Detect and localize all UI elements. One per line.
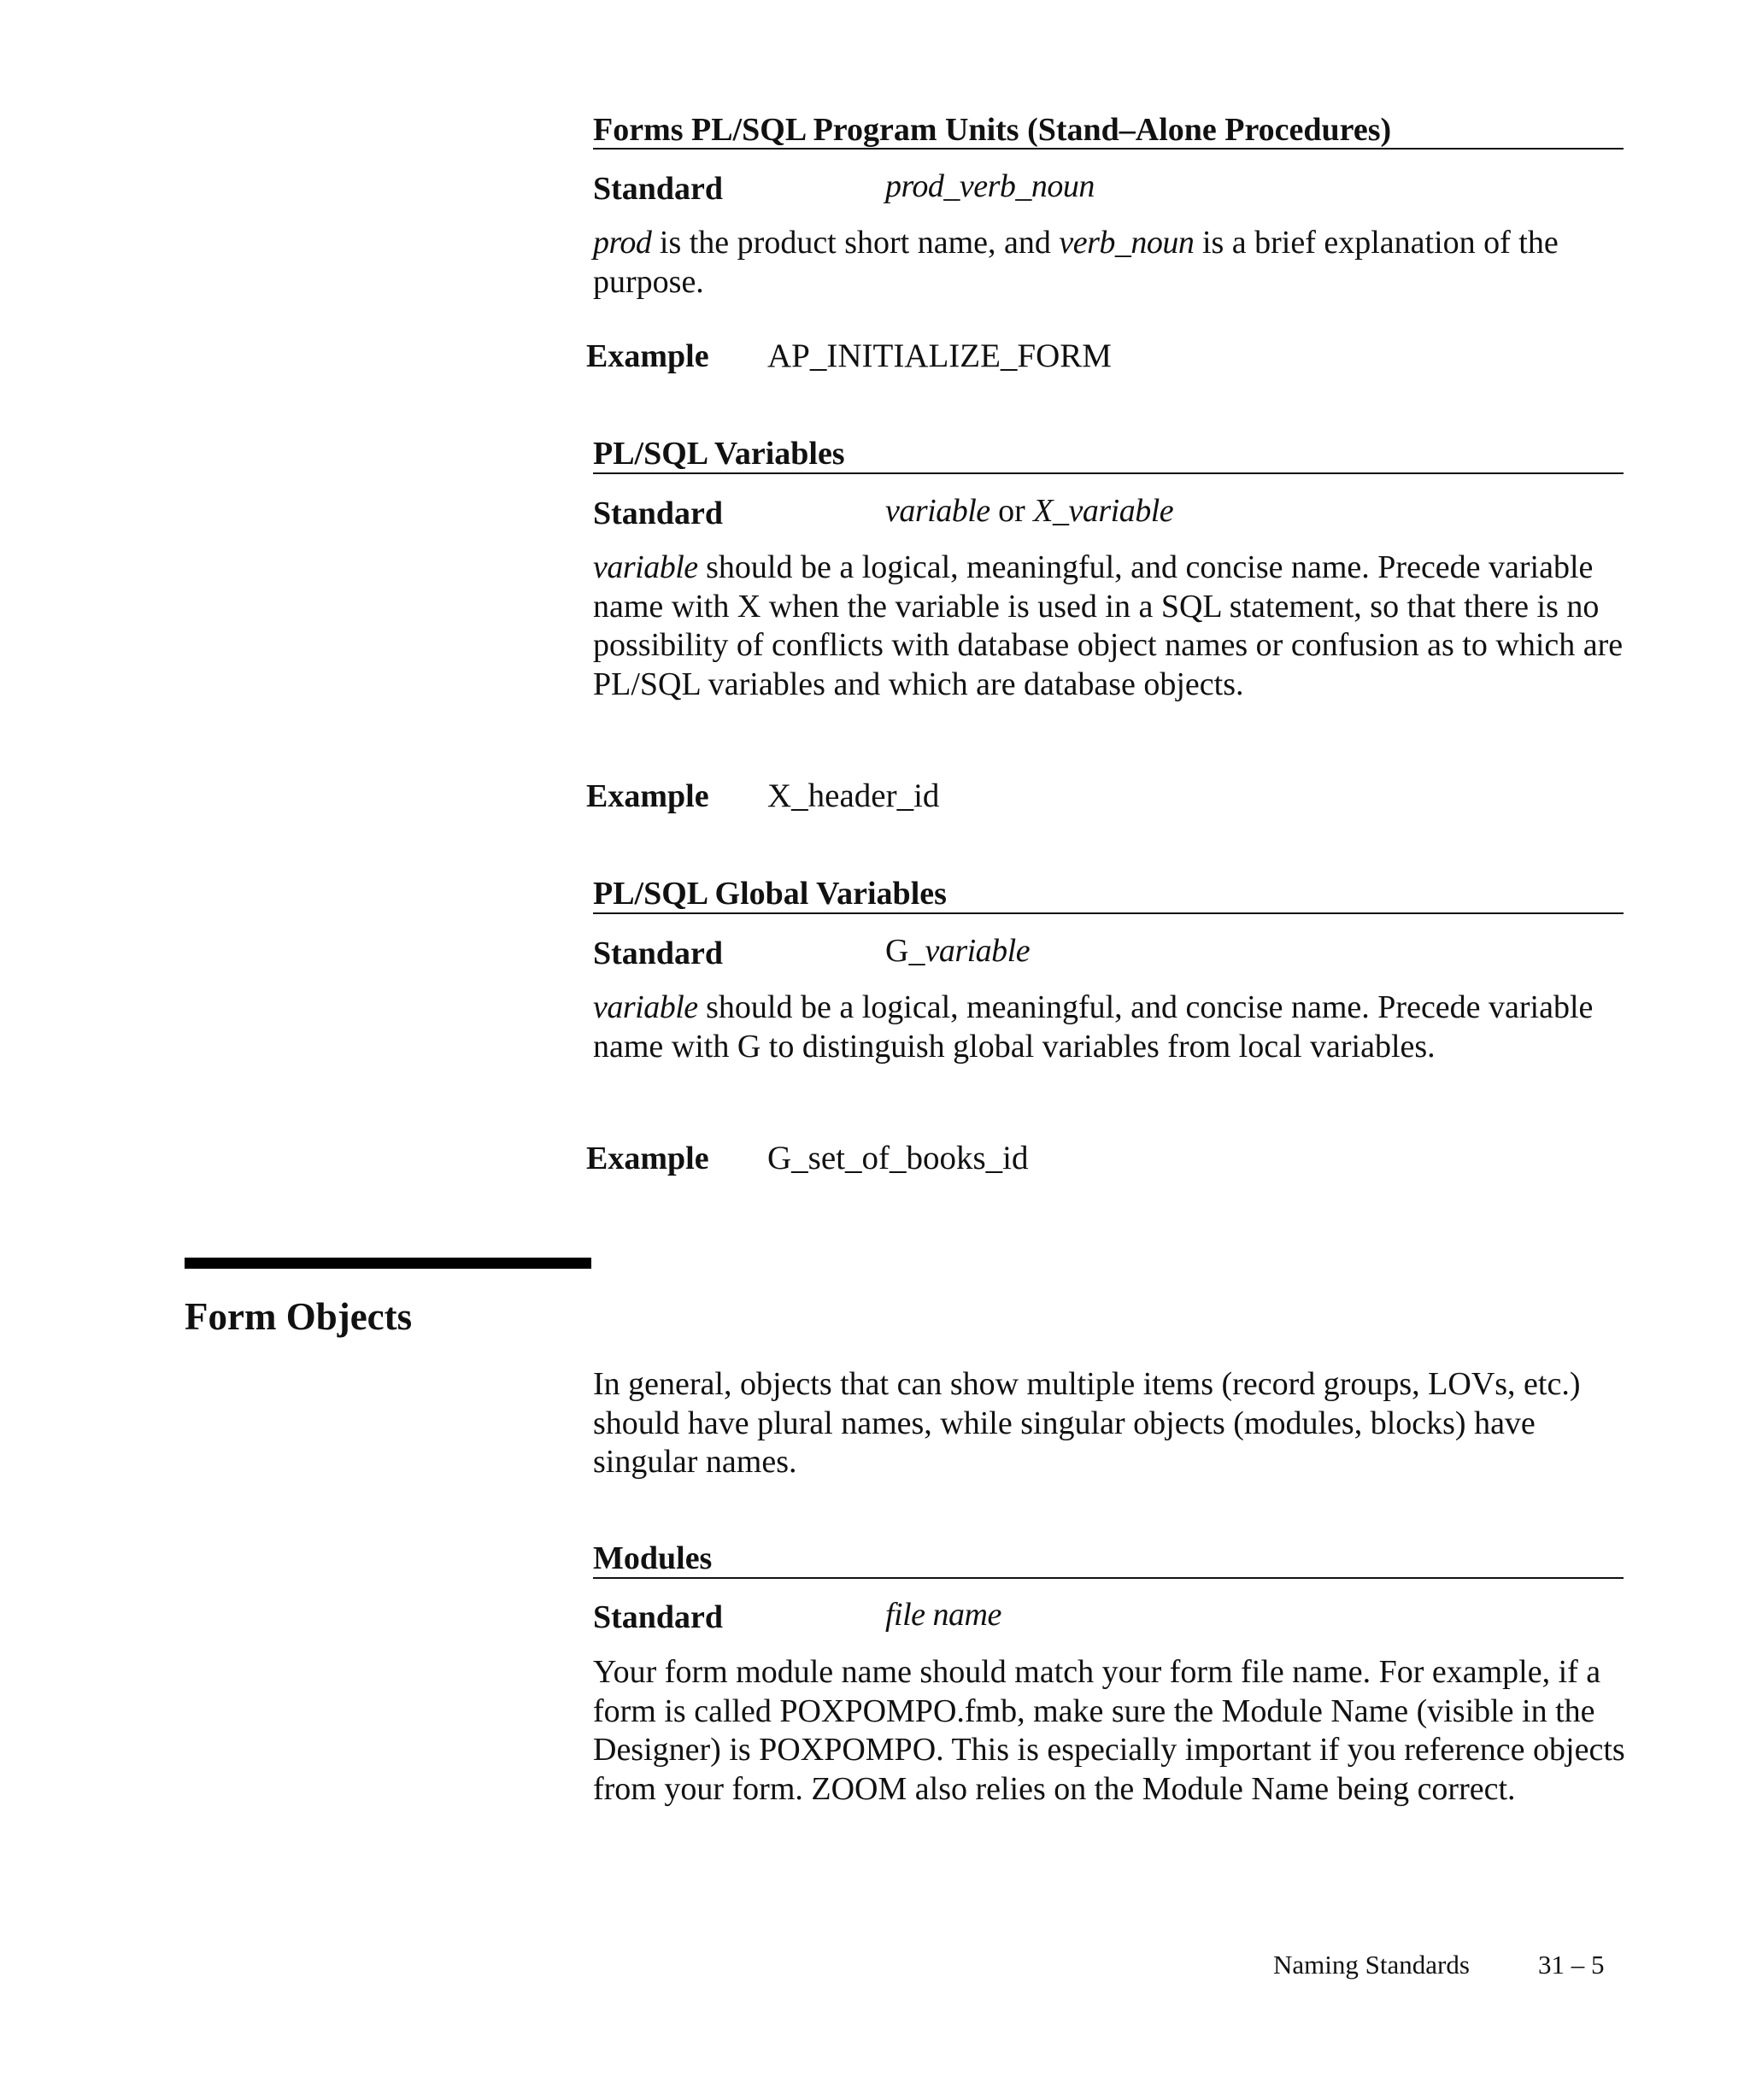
standard-value (885, 492, 1173, 530)
standard-value (885, 932, 1030, 970)
section-description (593, 988, 1627, 1066)
section-title: PL/SQL Global Variables (593, 876, 947, 912)
text-run: is a brief explanation of the purpose. (593, 225, 1559, 300)
section-title: PL/SQL Variables (593, 436, 845, 472)
section-title: Forms PL/SQL Program Units (Stand–Alone Procedures) (593, 112, 1392, 148)
standard-value (885, 167, 1095, 205)
italic-text: file name (885, 1597, 1001, 1633)
italic-text: variable (593, 989, 698, 1025)
italic-text: variable (885, 493, 990, 529)
italic-text: variable (925, 933, 1031, 969)
section-rule (593, 472, 1624, 474)
italic-text: verb_noun (1059, 225, 1195, 261)
modules-description (593, 1653, 1627, 1809)
text-run: Your form module name should match your form file name. For example, if a form is called POXPOMPO.fmb, make sure the Module Name (visible in the Designer) is POXPOMPO. This is especially important if you reference objects from your form. ZOOM also relies on the Module Name being correct. (593, 1654, 1625, 1807)
example-label: Example (586, 778, 709, 814)
italic-text: variable (593, 549, 698, 585)
example-value: G_set_of_books_id (767, 1140, 1029, 1176)
text-run: should be a logical, meaningful, and concise name. Precede variable name with G to distinguish global variables from local variables. (593, 989, 1594, 1065)
text-run: G_ (885, 933, 925, 969)
section-rule (593, 148, 1624, 150)
form-objects-intro: In general, objects that can show multiple items (record groups, LOVs, etc.) should have plural names, while singular objects (modules, blocks) have singular names. (593, 1366, 1581, 1480)
section-rule (593, 912, 1624, 914)
italic-text: prod (593, 225, 652, 261)
example-label: Example (586, 1141, 709, 1176)
text-run: or (990, 493, 1034, 529)
standard-label: Standard (593, 936, 724, 971)
form-objects-heading: Form Objects (185, 1295, 413, 1338)
example-value: AP_INITIALIZE_FORM (767, 337, 1112, 374)
example-label: Example (586, 338, 709, 374)
footer-page-number: 31 – 5 (1538, 1950, 1605, 1980)
example-value: X_header_id (767, 777, 940, 814)
footer-chapter: Naming Standards (1273, 1950, 1470, 1980)
section-title: Modules (593, 1540, 713, 1576)
italic-text: prod_verb_noun (885, 168, 1095, 204)
text-run: is the product short name, and (651, 225, 1060, 261)
section-description (593, 548, 1627, 704)
section-bar (185, 1258, 591, 1269)
section-rule (593, 1577, 1624, 1579)
standard-label: Standard (593, 1599, 724, 1635)
text-run: should be a logical, meaningful, and concise name. Precede variable name with X when the variable is used in a SQL statement, so that there is no possibility of conflicts with database object names or confusion as to which are PL/SQL variables and which are database objects. (593, 549, 1624, 702)
italic-text: X_variable (1033, 493, 1174, 529)
standard-label: Standard (593, 171, 724, 207)
standard-label: Standard (593, 496, 724, 531)
standard-value (885, 1596, 1001, 1634)
section-description (593, 224, 1627, 302)
